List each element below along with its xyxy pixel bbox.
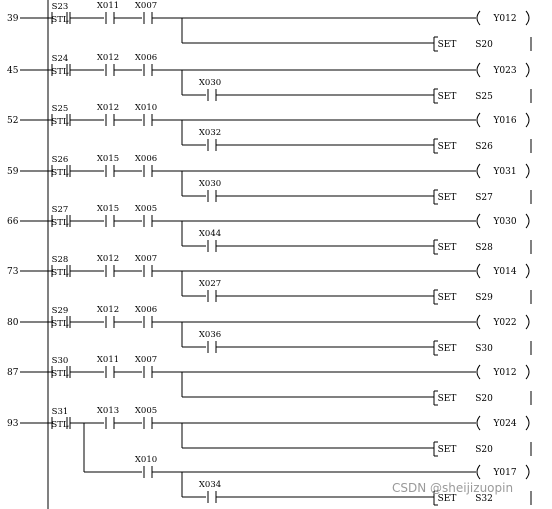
contact-symbol xyxy=(106,215,114,227)
coil-right-paren xyxy=(526,63,529,77)
contact-symbol xyxy=(208,240,216,252)
contact-label: X006 xyxy=(134,305,158,315)
set-target-label: S29 xyxy=(475,293,493,303)
set-target-label: S20 xyxy=(475,394,493,404)
set-keyword: SET xyxy=(437,494,457,504)
coil-right-paren xyxy=(526,416,529,430)
coil-left-paren xyxy=(477,416,480,430)
stl-keyword: STL xyxy=(51,117,69,127)
set-keyword: SET xyxy=(437,92,457,102)
contact-symbol xyxy=(144,316,152,328)
coil-right-paren xyxy=(526,465,529,479)
contact-label: X012 xyxy=(96,305,120,315)
stl-keyword: STL xyxy=(51,67,69,77)
set-keyword: SET xyxy=(437,445,457,455)
contact-label: X032 xyxy=(198,128,222,138)
contact-symbol xyxy=(106,417,114,429)
contact-label: X015 xyxy=(96,204,120,214)
contact-label: X005 xyxy=(134,204,158,214)
step-number: 73 xyxy=(7,267,19,277)
stl-relay-label: S23 xyxy=(51,2,69,12)
coil-right-paren xyxy=(526,264,529,278)
stl-relay-label: S25 xyxy=(51,104,69,114)
set-target-label: S20 xyxy=(475,40,493,50)
coil-label: Y016 xyxy=(493,116,517,126)
stl-relay-label: S26 xyxy=(51,155,69,165)
contact-symbol xyxy=(144,417,152,429)
stl-keyword: STL xyxy=(51,268,69,278)
contact-symbol xyxy=(106,366,114,378)
stl-relay-label: S31 xyxy=(51,407,69,417)
set-keyword: SET xyxy=(437,142,457,152)
coil-right-paren xyxy=(526,164,529,178)
contact-label: X044 xyxy=(198,229,222,239)
contact-symbol xyxy=(144,366,152,378)
stl-relay-label: S30 xyxy=(51,356,69,366)
contact-label: X010 xyxy=(134,103,158,113)
set-keyword: SET xyxy=(437,394,457,404)
contact-label: X027 xyxy=(198,279,222,289)
step-number: 52 xyxy=(7,116,19,126)
contact-symbol xyxy=(106,12,114,24)
contact-symbol xyxy=(106,64,114,76)
contact-symbol xyxy=(144,466,152,478)
contact-label: X007 xyxy=(134,1,158,11)
contact-label: X015 xyxy=(96,154,120,164)
stl-keyword: STL xyxy=(51,218,69,228)
set-keyword: SET xyxy=(437,243,457,253)
contact-symbol xyxy=(208,89,216,101)
set-keyword: SET xyxy=(437,293,457,303)
contact-label: X013 xyxy=(96,406,120,416)
coil-right-paren xyxy=(526,113,529,127)
coil-left-paren xyxy=(477,164,480,178)
contact-symbol xyxy=(144,64,152,76)
coil-left-paren xyxy=(477,465,480,479)
contact-symbol xyxy=(144,265,152,277)
contact-symbol xyxy=(208,190,216,202)
coil-right-paren xyxy=(526,214,529,228)
coil-label: Y012 xyxy=(493,368,517,378)
contact-symbol xyxy=(208,341,216,353)
contact-label: X034 xyxy=(198,480,222,490)
coil-left-paren xyxy=(477,113,480,127)
coil-left-paren xyxy=(477,264,480,278)
set-target-label: S28 xyxy=(475,243,493,253)
step-number: 66 xyxy=(7,217,19,227)
step-number: 87 xyxy=(7,368,19,378)
step-number: 80 xyxy=(7,318,19,328)
stl-keyword: STL xyxy=(51,420,69,430)
contact-symbol xyxy=(106,265,114,277)
contact-symbol xyxy=(106,165,114,177)
contact-label: X006 xyxy=(134,154,158,164)
contact-label: X011 xyxy=(96,355,120,365)
step-number: 93 xyxy=(7,419,19,429)
contact-label: X036 xyxy=(198,330,222,340)
contact-label: X030 xyxy=(198,78,222,88)
stl-keyword: STL xyxy=(51,319,69,329)
contact-symbol xyxy=(144,12,152,24)
coil-left-paren xyxy=(477,63,480,77)
stl-relay-label: S27 xyxy=(51,205,69,215)
set-target-label: S30 xyxy=(475,344,493,354)
coil-label: Y017 xyxy=(493,468,517,478)
stl-keyword: STL xyxy=(51,15,69,25)
set-keyword: SET xyxy=(437,344,457,354)
set-target-label: S32 xyxy=(475,494,493,504)
contact-symbol xyxy=(144,114,152,126)
coil-label: Y031 xyxy=(493,167,517,177)
coil-left-paren xyxy=(477,214,480,228)
contact-label: X012 xyxy=(96,254,120,264)
step-number: 39 xyxy=(7,14,19,24)
contact-symbol xyxy=(144,215,152,227)
set-keyword: SET xyxy=(437,40,457,50)
set-keyword: SET xyxy=(437,193,457,203)
contact-symbol xyxy=(106,316,114,328)
contact-label: X005 xyxy=(134,406,158,416)
contact-symbol xyxy=(106,114,114,126)
set-target-label: S25 xyxy=(475,92,493,102)
contact-symbol xyxy=(208,290,216,302)
contact-symbol xyxy=(208,491,216,503)
coil-label: Y030 xyxy=(493,217,517,227)
stl-relay-label: S28 xyxy=(51,255,69,265)
coil-right-paren xyxy=(526,315,529,329)
coil-right-paren xyxy=(526,365,529,379)
stl-relay-label: S24 xyxy=(51,54,69,64)
contact-label: X012 xyxy=(96,103,120,113)
contact-symbol xyxy=(208,139,216,151)
coil-label: Y022 xyxy=(493,318,517,328)
contact-label: X007 xyxy=(134,355,158,365)
contact-label: X006 xyxy=(134,53,158,63)
contact-symbol xyxy=(144,165,152,177)
stl-keyword: STL xyxy=(51,168,69,178)
contact-label: X012 xyxy=(96,53,120,63)
contact-label: X030 xyxy=(198,179,222,189)
set-target-label: S26 xyxy=(475,142,493,152)
stl-relay-label: S29 xyxy=(51,306,69,316)
step-number: 45 xyxy=(7,66,19,76)
coil-left-paren xyxy=(477,365,480,379)
set-target-label: S20 xyxy=(475,445,493,455)
contact-label: X010 xyxy=(134,455,158,465)
coil-label: Y023 xyxy=(493,66,517,76)
coil-label: Y024 xyxy=(493,419,517,429)
watermark: CSDN @sheijizuopin xyxy=(392,481,514,495)
set-target-label: S27 xyxy=(475,193,493,203)
stl-keyword: STL xyxy=(51,369,69,379)
coil-left-paren xyxy=(477,315,480,329)
coil-label: Y012 xyxy=(493,14,517,24)
coil-right-paren xyxy=(526,11,529,25)
coil-label: Y014 xyxy=(493,267,517,277)
contact-label: X011 xyxy=(96,1,120,11)
step-number: 59 xyxy=(7,167,19,177)
contact-label: X007 xyxy=(134,254,158,264)
coil-left-paren xyxy=(477,11,480,25)
